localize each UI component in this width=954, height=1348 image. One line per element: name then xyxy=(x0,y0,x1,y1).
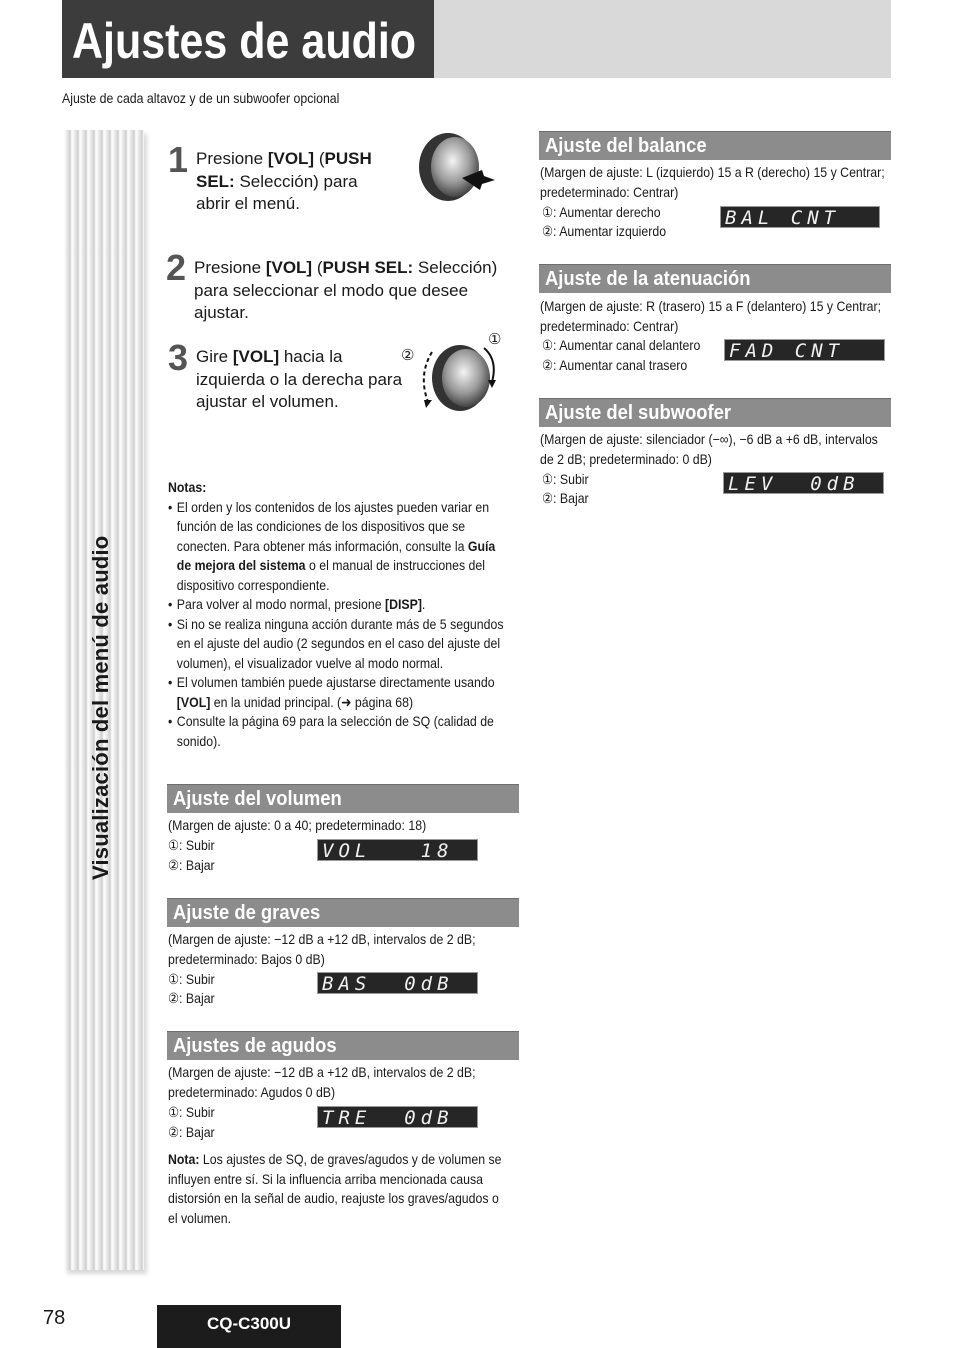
note-item: • El volumen también puede ajustarse directamente usando [VOL] en la unidad principal. (➜ página 68) xyxy=(168,673,513,712)
section-heading-treble: Ajustes de agudos xyxy=(167,1031,519,1060)
lcd-display: TRE 0dB xyxy=(317,1106,478,1128)
option-2: ②: Bajar xyxy=(168,990,215,1006)
lcd-display: BAL CNT xyxy=(720,206,880,228)
step-2-number: 2 xyxy=(166,247,187,288)
final-note: Nota: Los ajustes de SQ, de graves/agudos y de volumen se influyen entre sí. Si la influencia arriba mencionada causa distorsión en la señal de audio, reajuste los graves/agudos o el volumen. xyxy=(168,1151,502,1226)
section-desc-subwoofer: (Margen de ajuste: silenciador (−∞), −6 dB a +6 dB, intervalos de 2 dB; predeterminado: 0 dB) xyxy=(540,431,878,467)
option-1: ①: Subir xyxy=(168,1104,215,1120)
option-1: ①: Subir xyxy=(168,971,215,987)
note-item: • El orden y los contenidos de los ajustes pueden variar en función de las condiciones de los dispositivos que se conecten. Para obtener más información, consulte la Guía de mejora del sistema o el manual de instrucciones del dispositivo correspondiente. xyxy=(168,498,513,596)
rotate-label-1: ① xyxy=(488,331,502,348)
note-item: • Consulte la página 69 para la selección de SQ (calidad de sonido). xyxy=(168,712,513,751)
knob-push-icon xyxy=(410,130,500,205)
rotate-label-2: ② xyxy=(401,347,415,364)
section-heading-balance: Ajuste del balance xyxy=(539,131,891,160)
section-desc-fader: (Margen de ajuste: R (trasero) 15 a F (delantero) 15 y Centrar; predeterminado: Centrar) xyxy=(540,298,882,334)
option-2: ②: Bajar xyxy=(542,490,589,506)
option-1: ①: Aumentar derecho xyxy=(542,204,661,220)
page-subtitle: Ajuste de cada altavoz y de un subwoofer opcional xyxy=(62,90,340,106)
step-1-text: Presione [VOL] (PUSH SEL: Selección) para abrir el menú. xyxy=(196,149,372,213)
section-heading-bass: Ajuste de graves xyxy=(167,898,519,927)
section-heading-fader: Ajuste de la atenuación xyxy=(539,264,891,293)
note-item: • Para volver al modo normal, presione [DISP]. xyxy=(168,595,513,615)
page-number: 78 xyxy=(43,1307,66,1329)
option-2: ②: Bajar xyxy=(168,857,215,873)
option-2: ②: Aumentar canal trasero xyxy=(542,357,688,373)
model-badge: CQ-C300U xyxy=(157,1305,341,1348)
option-2: ②: Aumentar izquierdo xyxy=(542,223,667,239)
option-2: ②: Bajar xyxy=(168,1124,215,1140)
section-heading-volume: Ajuste del volumen xyxy=(167,784,519,813)
lcd-display: VOL 18 xyxy=(317,839,478,861)
lcd-display: BAS 0dB xyxy=(317,972,478,994)
option-1: ①: Subir xyxy=(168,837,215,853)
notes-block xyxy=(168,478,513,751)
step-2-text: Presione [VOL] (PUSH SEL: Selección) para seleccionar el modo que desee ajustar. xyxy=(194,258,498,322)
note-item: • Si no se realiza ninguna acción durante más de 5 segundos en el ajuste del audio (2 segundos en el caso del ajuste del volumen), el visualizador vuelve al modo normal. xyxy=(168,615,513,674)
notes-title: Notas: xyxy=(168,479,207,495)
page-title: Ajustes de audio xyxy=(72,13,417,69)
step-1-number: 1 xyxy=(168,139,189,180)
side-tab-label: Visualización del menú de audio xyxy=(88,535,113,880)
option-1: ①: Aumentar canal delantero xyxy=(542,337,701,353)
lcd-display: FAD CNT xyxy=(724,339,885,361)
section-desc-treble: (Margen de ajuste: −12 dB a +12 dB, intervalos de 2 dB; predeterminado: Agudos 0 dB) xyxy=(168,1064,476,1100)
section-desc-balance: (Margen de ajuste: L (izquierdo) 15 a R (derecho) 15 y Centrar; predeterminado: Centrar) xyxy=(540,164,885,200)
section-desc-bass: (Margen de ajuste: −12 dB a +12 dB, intervalos de 2 dB; predeterminado: Bajos 0 dB) xyxy=(168,931,476,967)
step-3-number: 3 xyxy=(168,337,189,378)
lcd-display: LEV 0dB xyxy=(723,472,884,494)
option-1: ①: Subir xyxy=(542,471,589,487)
step-3-text: Gire [VOL] hacia la izquierda o la derecha para ajustar el volumen. xyxy=(196,347,403,411)
section-desc-volume: (Margen de ajuste: 0 a 40; predeterminado: 18) xyxy=(168,817,427,833)
section-heading-subwoofer: Ajuste del subwoofer xyxy=(539,398,891,427)
